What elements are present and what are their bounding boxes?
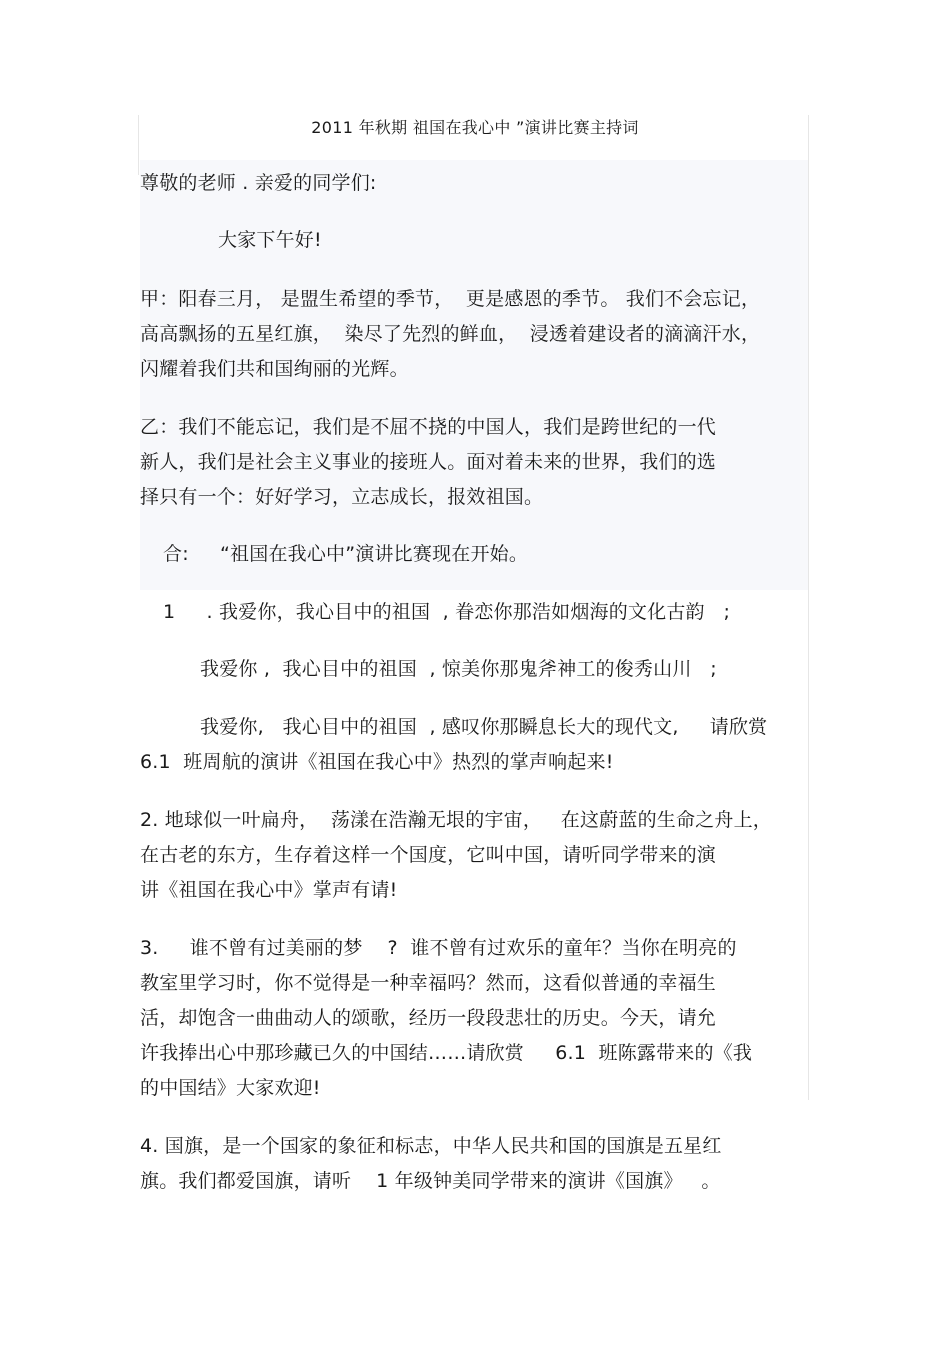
paragraph-3-line-2: 教室里学习时，你不觉得是一种幸福吗？然而，这看似普通的幸福生: [140, 972, 717, 994]
paragraph-yi-line-3: 择只有一个：好好学习，立志成长，报效祖国。: [140, 486, 544, 508]
paragraph-3-line-5: 的中国结》大家欢迎!: [140, 1077, 321, 1099]
paragraph-4-line-1: 4. 国旗，是一个国家的象征和标志，中华人民共和国的国旗是五星红: [140, 1135, 722, 1157]
paragraph-jia-line-1: 甲：阳春三月， 是盟生希望的季节， 更是感恩的季节。 我们不会忘记，: [140, 288, 761, 310]
paragraph-yi-line-2: 新人，我们是社会主义事业的接班人。面对着未来的世界，我们的选: [140, 451, 717, 473]
paragraph-2-line-3: 讲《祖国在我心中》掌声有请!: [140, 879, 398, 901]
paragraph-he: 合: “祖国在我心中”演讲比赛现在开始。: [163, 543, 529, 565]
paragraph-4-line-2: 旗。我们都爱国旗，请听 1 年级钟美同学带来的演讲《国旗》 。: [140, 1170, 721, 1192]
greeting-afternoon: 大家下午好!: [218, 229, 322, 251]
document-title: 2011 年秋期 祖国在我心中 ”演讲比赛主持词: [311, 118, 639, 137]
paragraph-2-line-1: 2. 地球似一叶扁舟， 荡漾在浩瀚无垠的宇宙， 在这蔚蓝的生命之舟上，: [140, 809, 772, 831]
paragraph-1-line-4: 6.1 班周航的演讲《祖国在我心中》热烈的掌声响起来!: [140, 751, 614, 773]
paragraph-jia-line-3: 闪耀着我们共和国绚丽的光辉。: [140, 358, 409, 380]
paragraph-1-line-2: 我爱你 , 我心目中的祖国 , 惊美你那鬼斧神工的俊秀山川 ;: [200, 658, 717, 680]
paragraph-jia-line-2: 高高飘扬的五星红旗， 染尽了先烈的鲜血， 浸透着建设者的滴滴汗水，: [140, 323, 761, 345]
paragraph-1-line-1: 1 . 我爱你，我心目中的祖国 , 眷恋你那浩如烟海的文化古韵 ;: [163, 601, 731, 623]
paragraph-2-line-2: 在古老的东方，生存着这样一个国度，它叫中国，请听同学带来的演: [140, 844, 717, 866]
paragraph-3-line-3: 活，却饱含一曲曲动人的颂歌，经历一段段悲壮的历史。今天，请允: [140, 1007, 717, 1029]
paragraph-3-line-4: 许我捧出心中那珍藏已久的中国结……请欣赏 6.1 班陈露带来的《我: [140, 1042, 753, 1064]
paragraph-3-line-1: 3. 谁不曾有过美丽的梦 ? 谁不曾有过欢乐的童年？当你在明亮的: [140, 937, 737, 959]
margin-line-right: [808, 115, 809, 1100]
paragraph-1-line-3: 我爱你, 我心目中的祖国 , 感叹你那瞬息长大的现代文, 请欣赏: [200, 716, 768, 738]
greeting-line: 尊敬的老师 . 亲爱的同学们:: [140, 172, 377, 194]
paragraph-yi-line-1: 乙：我们不能忘记，我们是不屈不挠的中国人，我们是跨世纪的一代: [140, 416, 717, 438]
